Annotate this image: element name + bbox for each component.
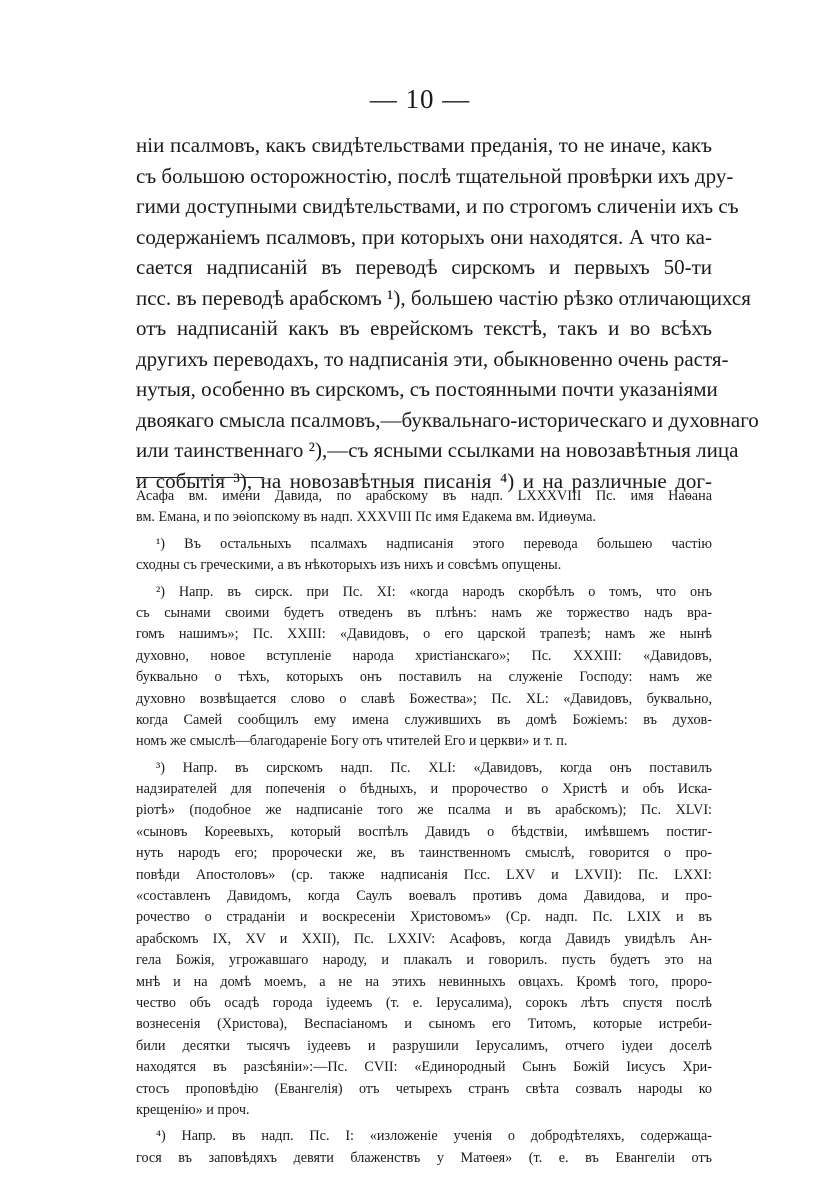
footnote-line: когда Самей сообщилъ ему имена служившихъ въ домѣ Божіемъ: въ духов- (136, 711, 712, 728)
footnote-line: ⁴) Напр. въ надп. Пс. I: «изложеніе ученія о добродѣтеляхъ, содержаща- (156, 1128, 712, 1145)
main-line: нутыя, особенно въ сирскомъ, съ постоянными почти указаніями (136, 377, 718, 401)
main-line: псс. въ переводѣ арабскомъ ¹), большею частію рѣзко отличающихся (136, 285, 751, 310)
footnote-line: повѣди Апостоловъ» (ср. также надписанія Псс. LXV и LXVII): Пс. LXXI: (136, 866, 712, 883)
footnote-line: стосъ проповѣдію (Евангелія) отъ четырехъ странъ свѣта созвалъ народы ко (136, 1080, 712, 1097)
footnote-line: рочество о страданіи и воскресеніи Христовомъ» (Ср. надп. Пс. LXIX и въ (136, 909, 712, 926)
footnote-line: чество объ осадѣ города іудеемъ (т. е. Іерусалима), сорокъ лѣтъ спустя послѣ (136, 994, 712, 1011)
footnote-line: духовно, новое вступленіе народа христіанскаго»; Пс. XXXIII: «Давидовъ, (136, 647, 712, 664)
footnote-line: номъ же смыслѣ—благодареніе Богу отъ чтителей Его и церкви» и т. п. (136, 733, 568, 750)
footnote-line: мнѣ и на домѣ моемъ, а не на этихъ невинныхъ овцахъ. Кромѣ того, проро- (136, 973, 712, 990)
footnote-line: нуть народъ его; пророчески же, въ таинственномъ смыслѣ, говорится о про- (136, 845, 712, 862)
footnote-line: «сыновъ Кореевыхъ, который воспѣлъ Давидъ о бѣдствіи, имѣвшемъ постиг- (136, 823, 712, 840)
main-line: отъ надписаній какъ въ еврейскомъ текстѣ, такъ и во всѣхъ (136, 316, 712, 340)
footnote-3 (136, 758, 712, 1122)
footnote-line: надзирателей для попеченія о бѣдныхъ, и пророчество о Христѣ и объ Иска- (136, 781, 712, 798)
footnote-line: ³) Напр. въ сирскомъ надп. Пс. XLI: «Давидовъ, когда онъ поставилъ (156, 759, 712, 776)
footnote-line: гося въ заповѣдяхъ девяти блаженствъ у Матѳея» (т. е. въ Евангеліи отъ (136, 1149, 712, 1166)
page-number: — 10 — (369, 84, 471, 114)
footnote-line: гела Божія, угрожавшаго народу, и плакалъ и говорилъ. пусть будетъ это на (136, 952, 712, 969)
footnotes (136, 486, 712, 1169)
footnote-line: «составленъ Давидомъ, когда Саулъ воевалъ противъ дома Давидова, и про- (136, 888, 712, 905)
footnote-line: ¹) Въ остальныхъ псалмахъ надписанія этого перевода большею частію (156, 535, 712, 552)
footnote-line: арабскомъ IX, XV и XXII), Пс. LXXIV: Асафовъ, когда Давидъ увидѣлъ Ан- (136, 930, 712, 947)
footnote-line: вознесенія (Христова), Веспасіаномъ и сыномъ его Титомъ, которые истреби- (136, 1016, 712, 1033)
footnote-4 (136, 1126, 712, 1169)
footnote-line: духовно возвѣщается слово о славѣ Божества»; Пс. XL: «Давидовъ, буквально, (136, 690, 712, 707)
main-line: съ большою осторожностію, послѣ тщательной провѣрки ихъ дру- (136, 163, 734, 188)
footnote-line: находятся въ разсѣяніи»:—Пс. CVII: «Единородный Сынъ Божій Іисусъ Хри- (136, 1059, 712, 1076)
main-line: другихъ переводахъ, то надписанія эти, обыкновенно очень растя- (136, 346, 729, 371)
main-line: и событія ³), на новозавѣтныя писанія ⁴) и на различные дог- (136, 468, 712, 493)
footnote-line: съ сынами своими будетъ отведенъ въ плѣнъ: намъ же торжество надъ вра- (136, 604, 712, 621)
footnote-line: вм. Емана, и по эѳіопскому въ надп. XXXVIII Пс имя Едакема вм. Идиѳума. (136, 509, 596, 526)
footnote-2 (136, 582, 712, 753)
footnote-line: крещенію» и проч. (136, 1101, 250, 1118)
main-line: нiи псалмовъ, какъ свидѣтельствами преданія, то не иначе, какъ (136, 133, 712, 157)
main-text (136, 130, 759, 496)
footnote-separator (136, 477, 264, 478)
footnote-line: ²) Напр. въ сирск. при Пс. XI: «когда народъ скорбѣлъ о томъ, что онъ (156, 583, 712, 600)
main-line: гими доступными свидѣтельствами, и по строгомъ сличеніи ихъ съ (136, 194, 739, 218)
main-line: или таинственнаго ²),—съ ясными ссылками на новозавѣтныя лица (136, 438, 739, 462)
footnote-1 (136, 534, 712, 577)
footnote-line: били десятки тысячъ іудеевъ и разрушили Іерусалимъ, отчего іудеи доселѣ (136, 1037, 712, 1054)
main-line: содержаніемъ псалмовъ, при которыхъ они находятся. А что ка- (136, 224, 712, 249)
main-line: двоякаго смысла псалмовъ,—буквальнаго-историческаго и духовнаго (136, 407, 759, 432)
footnote-line: ріотѣ» (подобное же надписаніе того же псалма и въ арабскомъ); Пс. XLVI: (136, 802, 712, 819)
footnote-line: сходны съ греческими, а въ нѣкоторыхъ изъ нихъ и совсѣмъ опущены. (136, 557, 562, 574)
footnote-line: буквально о тѣхъ, которыхъ онъ поставилъ на служеніе Господу: намъ же (136, 669, 712, 686)
footnote-line: гомъ нашимъ»; Пс. XXIII: «Давидовъ, о его царской трапезѣ; намъ же нынѣ (136, 626, 712, 643)
footnote-line: Асафа вм. имени Давида, по арабскому въ надп. LXXXVIII Пс. имя Наѳана (136, 488, 712, 504)
footnote-continuation (136, 486, 712, 529)
main-line: сается надписаній въ переводѣ сирскомъ и первыхъ 50-ти (136, 255, 712, 279)
